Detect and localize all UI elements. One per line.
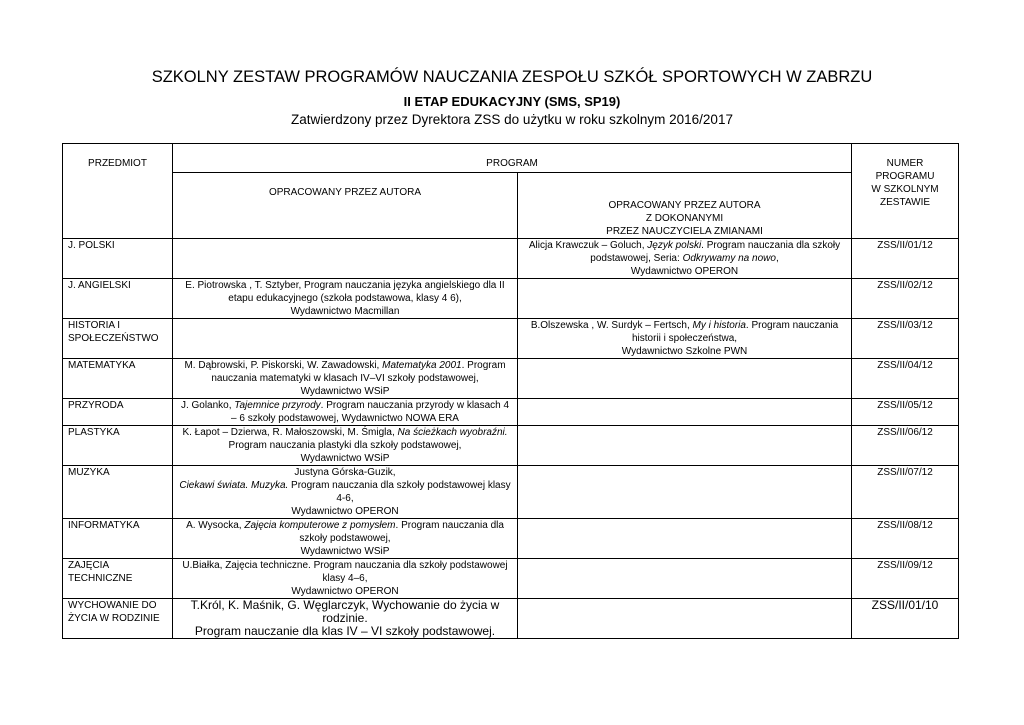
modified-program-cell: [518, 426, 852, 466]
program-text: nauczania matematyki w klasach IV–VI szkoły podstawowej,: [211, 373, 479, 384]
header-number-line: ZESTAWIE: [880, 197, 931, 208]
program-line: [521, 345, 848, 358]
program-text: podstawowej, Seria:: [590, 253, 683, 264]
program-number-cell: ZSS/II/03/12: [852, 319, 959, 359]
program-text: Alicja Krawczuk – Goluch,: [528, 240, 648, 251]
program-text: B.Olszewska , W. Surdyk – Fertsch,: [530, 320, 693, 331]
program-line: [176, 545, 514, 558]
modified-program-cell: [518, 559, 852, 599]
program-title-italic: Na ścieżkach wyobraźni.: [397, 427, 508, 438]
subject-line: J. POLSKI: [68, 240, 115, 251]
program-title-italic: Odkrywamy na nowo: [682, 253, 776, 264]
program-number-cell: ZSS/II/02/12: [852, 279, 959, 319]
subject-line: WYCHOWANIE DO: [68, 600, 157, 611]
program-text: . Program nauczania dla szkoły: [701, 240, 841, 251]
programs-table: [62, 143, 959, 639]
table-row: [63, 559, 959, 599]
program-text: T.Król, K. Maśnik, G. Węglarczyk, Wychowanie do życia w rodzinie.: [190, 598, 500, 625]
modified-program-cell: [518, 239, 852, 279]
program-line: [176, 305, 514, 318]
subject-line: INFORMATYKA: [68, 520, 140, 531]
program-text: A. Wysocka,: [186, 520, 245, 531]
author-program-cell: [173, 466, 518, 519]
header-author-modified: [518, 173, 852, 239]
program-line: [521, 239, 848, 252]
table-row: [63, 359, 959, 399]
author-program-cell: [173, 279, 518, 319]
header-program: PROGRAM: [173, 144, 852, 173]
program-text: – 6 szkoły podstawowej, Wydawnictwo NOWA ERA: [231, 413, 459, 424]
program-text: 4-6,: [336, 493, 354, 504]
program-text: Justyna Górska-Guzik,: [294, 467, 396, 478]
program-text: Wydawnictwo OPERON: [630, 266, 739, 277]
modified-program-cell: [518, 399, 852, 426]
subject-line: TECHNICZNE: [68, 573, 133, 584]
header-number-line: NUMER: [886, 158, 924, 169]
program-text: E. Piotrowska , T. Sztyber, Program nauczania języka angielskiego dla II: [185, 280, 505, 291]
program-text: Wydawnictwo OPERON: [291, 586, 399, 597]
program-line: [176, 359, 514, 372]
program-line: [176, 532, 514, 545]
program-text: . Program nauczania: [745, 320, 839, 331]
program-number-cell: ZSS/II/07/12: [852, 466, 959, 519]
program-title-italic: My i historia: [692, 320, 746, 331]
subject-cell: [63, 279, 173, 319]
program-title-italic: Język polski: [647, 240, 702, 251]
program-text: Program nauczanie dla klas IV – VI szkoły podstawowej.: [194, 624, 496, 638]
program-line: [176, 292, 514, 305]
program-text: Wydawnictwo WSiP: [300, 546, 390, 557]
subject-cell: [63, 359, 173, 399]
header-modified-line: PRZEZ NAUCZYCIELA ZMIANAMI: [606, 226, 763, 237]
program-number-cell: ZSS/II/06/12: [852, 426, 959, 466]
program-line: [176, 559, 514, 572]
program-number-cell: ZSS/II/05/12: [852, 399, 959, 426]
subject-cell: [63, 426, 173, 466]
subject-line: HISTORIA I: [68, 320, 121, 331]
table-row: [63, 426, 959, 466]
author-program-cell: [173, 599, 518, 639]
subject-cell: [63, 239, 173, 279]
approval-note: Zatwierdzony przez Dyrektora ZSS do użytku w roku szkolnym 2016/2017: [291, 112, 733, 127]
program-line: [176, 479, 514, 492]
author-program-cell: [173, 519, 518, 559]
author-program-cell: [173, 239, 518, 279]
author-program-cell: [173, 399, 518, 426]
program-title-italic: Ciekawi świata. Muzyka.: [179, 480, 289, 491]
program-line: [521, 252, 848, 265]
table-row: [63, 599, 959, 639]
program-text: J. Golanko,: [180, 400, 235, 411]
subject-line: PLASTYKA: [68, 427, 120, 438]
author-program-cell: [173, 359, 518, 399]
modified-program-cell: [518, 466, 852, 519]
header-number: [852, 144, 959, 239]
program-title-italic: Zajęcia komputerowe z pomysłem: [244, 520, 396, 531]
author-program-cell: [173, 559, 518, 599]
author-program-cell: [173, 426, 518, 466]
modified-program-cell: [518, 519, 852, 559]
subject-cell: [63, 519, 173, 559]
program-line: [176, 492, 514, 505]
program-text: U.Białka, Zajęcia techniczne. Program nauczania dla szkoły podstawowej: [182, 560, 508, 571]
subject-line: J. ANGIELSKI: [68, 280, 131, 291]
header-author: OPRACOWANY PRZEZ AUTORA: [173, 173, 518, 239]
program-line: [176, 519, 514, 532]
table-row: [63, 239, 959, 279]
program-text: klasy 4–6,: [322, 573, 368, 584]
table-row: [63, 466, 959, 519]
program-number-cell: ZSS/II/01/10: [852, 599, 959, 639]
program-line: [521, 319, 848, 332]
program-line: [176, 625, 514, 638]
program-line: [176, 426, 514, 439]
table-row: [63, 399, 959, 426]
program-line: [176, 279, 514, 292]
subject-cell: [63, 466, 173, 519]
program-text: Wydawnictwo WSiP: [300, 386, 390, 397]
subject-cell: [63, 399, 173, 426]
program-text: ,: [775, 253, 779, 264]
subject-line: SPOŁECZEŃSTWO: [68, 333, 159, 344]
program-text: szkoły podstawowej,: [299, 533, 391, 544]
program-text: Program nauczania plastyki dla szkoły podstawowej,: [228, 440, 462, 451]
document-subtitle: II ETAP EDUKACYJNY (SMS, SP19): [403, 94, 621, 109]
program-text: M. Dąbrowski, P. Piskorski, W. Zawadowski,: [184, 360, 383, 371]
program-text: . Program nauczania dla: [395, 520, 504, 531]
program-text: K. Łapot – Dzierwa, R. Małoszowski, M. Śmigla,: [182, 427, 398, 438]
program-text: Wydawnictwo WSiP: [300, 453, 390, 464]
modified-program-cell: [518, 599, 852, 639]
subject-line: MATEMATYKA: [68, 360, 136, 371]
program-text: . Program nauczania przyrody w klasach 4: [320, 400, 510, 411]
program-number-cell: ZSS/II/04/12: [852, 359, 959, 399]
subject-cell: [63, 599, 173, 639]
modified-program-cell: [518, 319, 852, 359]
program-text: Wydawnictwo Szkolne PWN: [621, 346, 748, 357]
program-text: Wydawnictwo Macmillan: [290, 306, 400, 317]
modified-program-cell: [518, 359, 852, 399]
program-line: [176, 599, 514, 625]
header-modified-line: OPRACOWANY PRZEZ AUTORA: [608, 200, 761, 211]
program-number-cell: ZSS/II/09/12: [852, 559, 959, 599]
table-row: [63, 519, 959, 559]
subject-cell: [63, 319, 173, 359]
document-title: SZKOLNY ZESTAW PROGRAMÓW NAUCZANIA ZESPOŁU SZKÓŁ SPORTOWYCH W ZABRZU: [151, 68, 873, 86]
subject-line: ZAJĘCIA: [68, 560, 110, 571]
program-line: [521, 332, 848, 345]
program-number-cell: ZSS/II/08/12: [852, 519, 959, 559]
subject-line: MUZYKA: [68, 467, 110, 478]
program-line: [176, 439, 514, 452]
program-text: Program nauczania dla szkoły podstawowej klasy: [288, 480, 511, 491]
program-title-italic: Tajemnice przyrody: [234, 400, 321, 411]
program-text: . Program: [461, 360, 506, 371]
table-row: [63, 319, 959, 359]
header-modified-line: Z DOKONANYMI: [645, 213, 724, 224]
program-line: [176, 372, 514, 385]
subject-line: ŻYCIA W RODZINIE: [68, 613, 160, 624]
program-line: [176, 412, 514, 425]
header-number-line: PROGRAMU: [875, 171, 935, 182]
program-line: [176, 505, 514, 518]
header-subject: PRZEDMIOT: [63, 144, 173, 239]
table-body: [63, 239, 959, 639]
program-line: [176, 385, 514, 398]
modified-program-cell: [518, 279, 852, 319]
program-text: Wydawnictwo OPERON: [291, 506, 399, 517]
program-text: historii i społeczeństwa,: [631, 333, 738, 344]
program-line: [176, 466, 514, 479]
program-title-italic: Matematyka 2001: [382, 360, 462, 371]
author-program-cell: [173, 319, 518, 359]
program-text: etapu edukacyjnego (szkoła podstawowa, klasy 4 6),: [228, 293, 462, 304]
program-line: [176, 572, 514, 585]
header-number-line: W SZKOLNYM: [871, 184, 939, 195]
subject-cell: [63, 559, 173, 599]
program-line: [176, 399, 514, 412]
program-number-cell: ZSS/II/01/12: [852, 239, 959, 279]
table-row: [63, 279, 959, 319]
subject-line: PRZYRODA: [68, 400, 124, 411]
program-line: [176, 452, 514, 465]
program-line: [521, 265, 848, 278]
program-line: [176, 585, 514, 598]
